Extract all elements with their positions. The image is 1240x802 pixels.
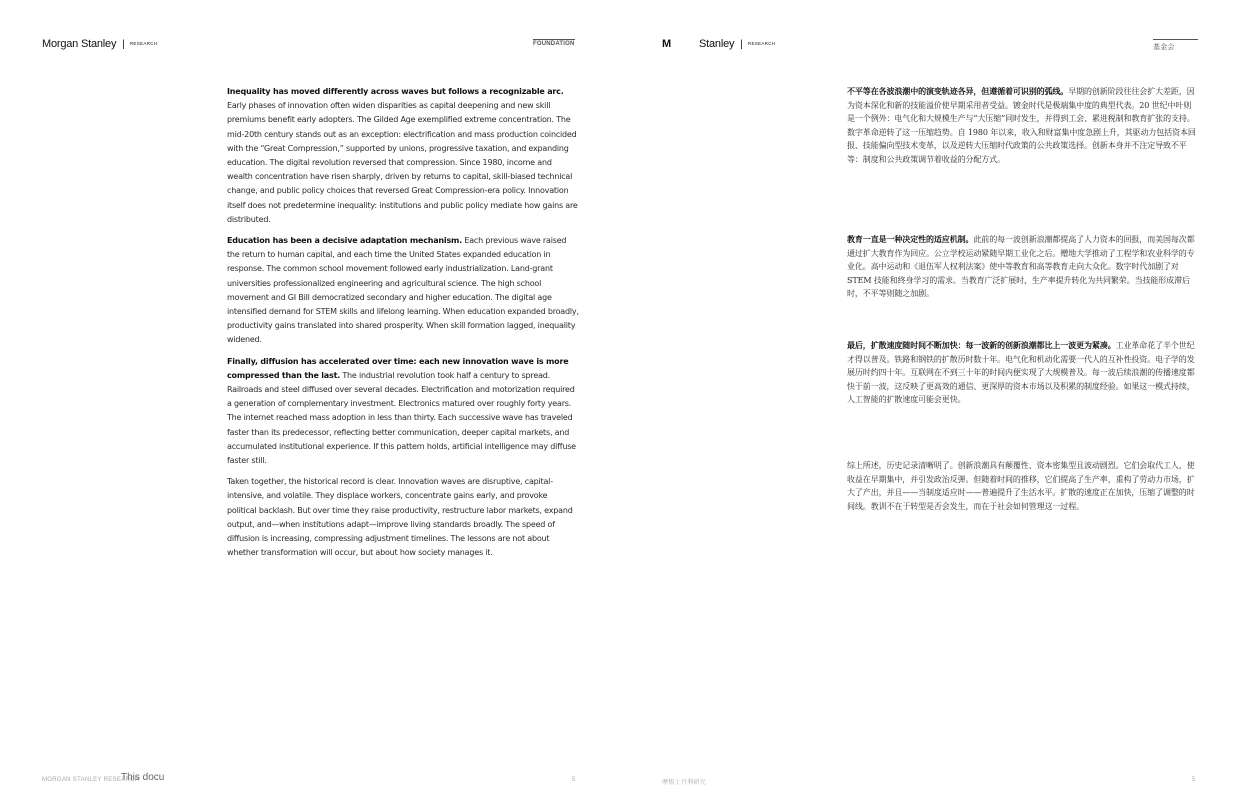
paragraph-text: Taken together, the historical record is clear. Innovation waves are disruptive, capital-intensive, and volatile. They displace workers, concentrate gains early, and provoke political backlash. But over time they raise productivity, restructure labor markets, expand output, and—when institutions adapt—improve living standards broadly. The speed of diffusion is increasing, compressing adjustment timelines. The lessons are not about whether transformation will occur, but about how society manages it. <box>227 477 573 558</box>
paragraph-diffusion <box>847 339 1197 407</box>
paragraph-lead: Finally, diffusion has accelerated over time: each new innovation wave is more compressed than the last. <box>227 356 569 380</box>
paragraph-lead: 教育一直是一种决定性的适应机制。 <box>847 234 974 244</box>
paragraph-conclusion <box>227 475 579 560</box>
page-number: 5 <box>572 777 576 783</box>
paragraph-text: Early phases of innovation often widen disparities as capital deepening and new skill premiums benefit early adopters. The Gilded Age exemplified extreme concentration. The mid-20th century stands out as an exception: electrification and mass production coincided with the “Great Compression,” supported by unions, progressive taxation, and expanding education. The digital revolution reversed that compression. Since 1980, income and wealth concentration have risen sharply, driven by returns to capital, skill-biased technical change, and public policy choices that reversed Great Compression-era policy. Innovation itself does not predetermine inequality: institutions and public policy mediate how gains are distributed. <box>227 101 578 224</box>
paragraph-inequality <box>847 85 1197 167</box>
paragraph-inequality <box>227 85 579 227</box>
brand-name: Stanley <box>699 38 735 50</box>
brand-subtitle: RESEARCH <box>747 41 776 46</box>
paragraph-lead: Inequality has moved differently across waves but follows a recognizable arc. <box>227 87 564 96</box>
section-tag: 基金会 <box>1153 39 1198 52</box>
footer-label: 摩根士丹利研究 <box>662 780 707 786</box>
brand-logo-initial: M <box>662 38 672 50</box>
paragraph-lead: 不平等在各波浪潮中的演变轨迹各异，但遵循着可识别的弧线。 <box>847 86 1069 96</box>
brand-logo <box>42 38 157 50</box>
paragraph-conclusion <box>847 459 1197 513</box>
brand-logo <box>699 38 775 50</box>
paragraph-text: 早期的创新阶段往往会扩大差距，因为资本深化和新的技能溢价使早期采用者受益。镀金时代是极端集中度的典型代表。20 世纪中叶则是一个例外：电气化和大规模生产与“大压缩”同时发生，并得到工会、累进税制和教育扩张的支持。数字革命逆转了这一压缩趋势。自 1980 年以来，收入和财富集中度急剧上升，其驱动力包括资本回报、技能偏向型技术变革，以及逆转大压缩时代政策的公共政策选择。创新本身并不注定导致不平等：制度和公共政策调节着收益的分配方式。 <box>847 87 1196 164</box>
paragraph-text: 工业革命花了半个世纪才得以普及。铁路和钢铁的扩散历时数十年。电气化和机动化需要一代人的互补性投资。电子学的发展历时约四十年。互联网在不到三十年的时间内便实现了大规模普及。每一波后续浪潮的传播速度都快于前一波，这反映了更高效的通信、更深厚的资本市场以及积累的制度经验。如果这一模式持续，人工智能的扩散速度可能会更快。 <box>847 341 1195 405</box>
paragraph-diffusion <box>227 355 579 469</box>
paragraph-lead: 最后，扩散速度随时间不断加快：每一波新的创新浪潮都比上一波更为紧凑。 <box>847 340 1116 350</box>
paragraph-text: 此前的每一波创新浪潮都提高了人力资本的回报，而美国每次都通过扩大教育作为回应。公立学校运动紧随早期工业化之后。赠地大学推动了工程学和农业科学的专业化。高中运动和《退伍军人权利法案》使中等教育和高等教育走向大众化。数字时代加剧了对STEM 技能和终身学习的需求。当教育广泛扩展时，生产率提升转化为共同繁荣。当技能形成滞后时，不平等则随之加剧。 <box>847 235 1195 299</box>
brand-separator: | <box>122 39 125 50</box>
brand-separator: | <box>740 39 743 50</box>
section-tag: FOUNDATION <box>533 41 575 47</box>
brand-subtitle: RESEARCH <box>129 41 158 46</box>
paragraph-text: Each previous wave raised the return to human capital, and each time the United States expanded education in response. The common school movement followed early industrialization. Land-grant universities professionalized engineering and agricultural science. The high school movement and GI Bill democratized secondary and higher education. The digital age intensified demand for STEM skills and lifelong learning. When education expanded broadly, productivity gains translated into shared prosperity. When skill formation lagged, inequality widened. <box>227 236 579 345</box>
footer-note: This docu <box>121 772 165 783</box>
paragraph-lead: Education has been a decisive adaptation mechanism. <box>227 236 463 246</box>
body-text-english <box>227 85 579 568</box>
brand-name: Morgan Stanley <box>42 38 117 50</box>
paragraph-text: 综上所述，历史记录清晰明了。创新浪潮具有颠覆性、资本密集型且波动剧烈。它们会取代工人，使收益在早期集中，并引发政治反弹。但随着时间的推移，它们提高了生产率，重构了劳动力市场，扩大了产出，并且——当制度适应时——普遍提升了生活水平。扩散的速度正在加快，压缩了调整的时间线。教训不在于转型是否会发生，而在于社会如何管理这一过程。 <box>847 461 1195 511</box>
footer-label: MORGAN STANLEY RESEARCH <box>42 777 140 783</box>
page-number: 5 <box>1192 777 1196 783</box>
paragraph-text: The industrial revolution took half a century to spread. Railroads and steel diffused over several decades. Electrification and motorization required a generation of complementary investment. Electronics matured over roughly forty years. The internet reached mass adoption in less than thirty. Each successive wave has traveled faster than its predecessor, reflecting better communication, deeper capital markets, and accumulated institutional experience. If this pattern holds, artificial intelligence may diffuse faster still. <box>227 370 576 466</box>
paragraph-education <box>847 233 1197 301</box>
paragraph-education <box>227 234 579 348</box>
